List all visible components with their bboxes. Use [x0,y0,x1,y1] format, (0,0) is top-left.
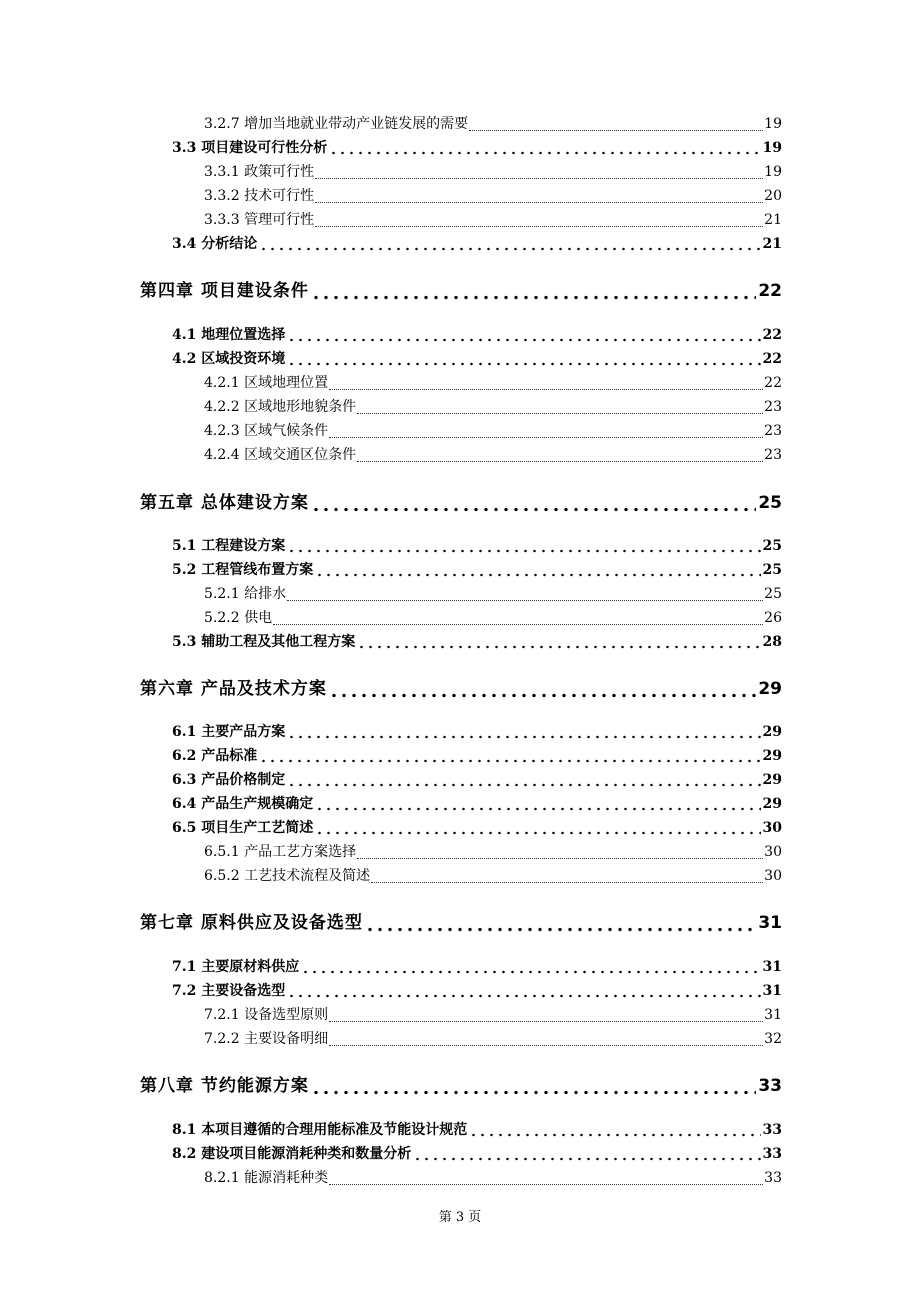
toc-entry-title: 5.2 工程管线布置方案 [172,562,314,578]
toc-entry-page-number: 30 [764,868,782,884]
dot-leader [357,635,760,649]
dot-leader [259,749,760,763]
toc-entry-title: 6.2 产品标准 [172,748,258,764]
page-footer: 第 3 页 [438,1210,482,1225]
toc-entry[interactable] [172,233,782,255]
toc-entry[interactable] [172,793,782,815]
dot-leader [357,846,763,859]
toc-entry[interactable] [204,209,782,231]
toc-entry-title: 5.3 辅助工程及其他工程方案 [172,634,356,650]
toc-entry-title: 7.2.1 设备选型原则 [204,1007,329,1023]
toc-entry-title: 5.2.2 供电 [204,610,273,626]
toc-entry-page-number: 23 [764,399,782,415]
toc-entry-title: 4.1 地理位置选择 [172,327,286,343]
toc-entry[interactable] [172,769,782,791]
toc-entry-title: 3.2.7 增加当地就业带动产业链发展的需要 [204,116,469,132]
dot-leader [315,797,760,811]
toc-entry[interactable] [204,1004,782,1026]
toc-entry-title: 8.1 本项目遵循的合理用能标准及节能设计规范 [172,1122,468,1138]
toc-entry-title: 6.5 项目生产工艺简述 [172,820,314,836]
toc-entry-page-number: 25 [758,493,782,513]
toc-entry-title: 5.1 工程建设方案 [172,538,286,554]
dot-leader [329,1009,763,1022]
toc-entry-page-number: 33 [762,1122,782,1138]
dot-leader [329,1172,763,1185]
toc-entry-title: 4.2.1 区域地理位置 [204,375,329,391]
dot-leader [287,773,760,787]
toc-entry-page-number: 29 [762,748,782,764]
dot-leader [315,821,760,835]
toc-entry[interactable] [204,865,782,887]
dot-leader [329,679,756,699]
toc-entry[interactable] [172,980,782,1002]
toc-entry-page-number: 30 [762,820,782,836]
toc-entry[interactable] [204,607,782,629]
toc-entry-title: 5.2.1 给排水 [204,586,287,602]
toc-entry-title: 第五章 总体建设方案 [140,493,309,513]
toc-entry-title: 6.3 产品价格制定 [172,772,286,788]
toc-entry-title: 第八章 节约能源方案 [140,1076,309,1096]
dot-leader [287,352,760,366]
toc-entry-page-number: 19 [764,116,782,132]
dot-leader [329,425,763,438]
toc-entry-page-number: 22 [758,281,782,301]
toc-entry-title: 6.5.1 产品工艺方案选择 [204,844,357,860]
toc-entry-page-number: 25 [764,586,782,602]
toc-entry-page-number: 29 [762,724,782,740]
toc-entry-page-number: 23 [764,423,782,439]
toc-entry[interactable] [172,817,782,839]
toc-entry-page-number: 22 [762,327,782,343]
toc-entry-title: 8.2 建设项目能源消耗种类和数量分析 [172,1146,412,1162]
toc-entry[interactable] [172,348,782,370]
toc-chapter-entry[interactable] [140,674,782,704]
toc-entry[interactable] [172,535,782,557]
toc-entry[interactable] [204,161,782,183]
dot-leader [287,725,760,739]
toc-entry[interactable] [204,420,782,442]
toc-entry[interactable] [172,721,782,743]
toc-entry[interactable] [172,1143,782,1165]
toc-entry-page-number: 25 [762,562,782,578]
toc-entry-page-number: 20 [764,188,782,204]
toc-entry-page-number: 22 [764,375,782,391]
toc-entry[interactable] [172,745,782,767]
toc-entry[interactable] [204,1028,782,1050]
dot-leader [287,539,760,553]
toc-entry-title: 6.4 产品生产规模确定 [172,796,314,812]
dot-leader [259,237,760,251]
toc-entry[interactable] [172,956,782,978]
toc-entry-title: 3.3.3 管理可行性 [204,212,315,228]
toc-entry-title: 第四章 项目建设条件 [140,281,309,301]
toc-entry-page-number: 33 [758,1076,782,1096]
toc-entry-title: 第七章 原料供应及设备选型 [140,913,363,933]
toc-entry[interactable] [204,185,782,207]
toc-entry-page-number: 29 [758,679,782,699]
dot-leader [329,377,763,390]
toc-entry-page-number: 23 [764,447,782,463]
dot-leader [315,563,760,577]
dot-leader [311,493,756,513]
toc-entry[interactable] [204,1167,782,1189]
toc-entry-page-number: 21 [764,212,782,228]
toc-entry[interactable] [172,137,782,159]
toc-entry[interactable] [204,444,782,466]
toc-entry-title: 3.3.2 技术可行性 [204,188,315,204]
dot-leader [371,870,763,883]
dot-leader [287,588,763,601]
toc-entry[interactable] [172,1119,782,1141]
toc-entry-title: 6.1 主要产品方案 [172,724,286,740]
toc-entry[interactable] [204,372,782,394]
toc-entry-title: 8.2.1 能源消耗种类 [204,1170,329,1186]
toc-entry[interactable] [204,841,782,863]
dot-leader [469,1123,760,1137]
toc-entry-page-number: 33 [762,1146,782,1162]
toc-entry-title: 7.2 主要设备选型 [172,983,286,999]
toc-entry[interactable] [204,583,782,605]
dot-leader [357,449,763,462]
toc-entry-page-number: 30 [764,844,782,860]
toc-entry-title: 3.3 项目建设可行性分析 [172,140,328,156]
dot-leader [311,1076,756,1096]
dot-leader [315,190,763,203]
dot-leader [315,166,763,179]
toc-entry-page-number: 31 [764,1007,782,1023]
dot-leader [301,960,760,974]
dot-leader [365,913,756,933]
toc-entry-page-number: 22 [762,351,782,367]
dot-leader [329,141,760,155]
toc-entry-title: 第六章 产品及技术方案 [140,679,327,699]
toc-chapter-entry[interactable] [140,276,782,306]
toc-chapter-entry[interactable] [140,1071,782,1101]
toc-entry-title: 4.2.4 区域交通区位条件 [204,447,357,463]
toc-entry-page-number: 25 [762,538,782,554]
toc-entry-title: 7.1 主要原材料供应 [172,959,300,975]
toc-entry-title: 4.2.2 区域地形地貌条件 [204,399,357,415]
toc-entry[interactable] [204,113,782,135]
toc-entry-page-number: 33 [764,1170,782,1186]
toc-entry-page-number: 19 [762,140,782,156]
toc-entry-page-number: 28 [762,634,782,650]
dot-leader [357,401,763,414]
dot-leader [315,214,763,227]
dot-leader [469,118,763,131]
dot-leader [413,1147,760,1161]
dot-leader [329,1033,763,1046]
toc-entry-page-number: 32 [764,1031,782,1047]
toc-entry-page-number: 21 [762,236,782,252]
toc-entry-page-number: 19 [764,164,782,180]
toc-chapter-entry[interactable] [140,488,782,518]
toc-chapter-entry[interactable] [140,908,782,938]
toc-entry-page-number: 31 [762,983,782,999]
toc-entry-page-number: 31 [762,959,782,975]
toc-entry-title: 3.4 分析结论 [172,236,258,252]
toc-entry[interactable] [172,324,782,346]
toc-entry-page-number: 29 [762,772,782,788]
toc-entry-page-number: 29 [762,796,782,812]
toc-entry[interactable] [172,559,782,581]
toc-entry-page-number: 31 [758,913,782,933]
toc-entry[interactable] [172,631,782,653]
toc-entry-title: 4.2.3 区域气候条件 [204,423,329,439]
dot-leader [273,612,763,625]
toc-entry-title: 3.3.1 政策可行性 [204,164,315,180]
dot-leader [311,281,756,301]
dot-leader [287,328,760,342]
toc-entry-title: 4.2 区域投资环境 [172,351,286,367]
toc-entry-title: 6.5.2 工艺技术流程及简述 [204,868,371,884]
dot-leader [287,984,760,998]
toc-entry-page-number: 26 [764,610,782,626]
toc-entry-title: 7.2.2 主要设备明细 [204,1031,329,1047]
toc-entry[interactable] [204,396,782,418]
